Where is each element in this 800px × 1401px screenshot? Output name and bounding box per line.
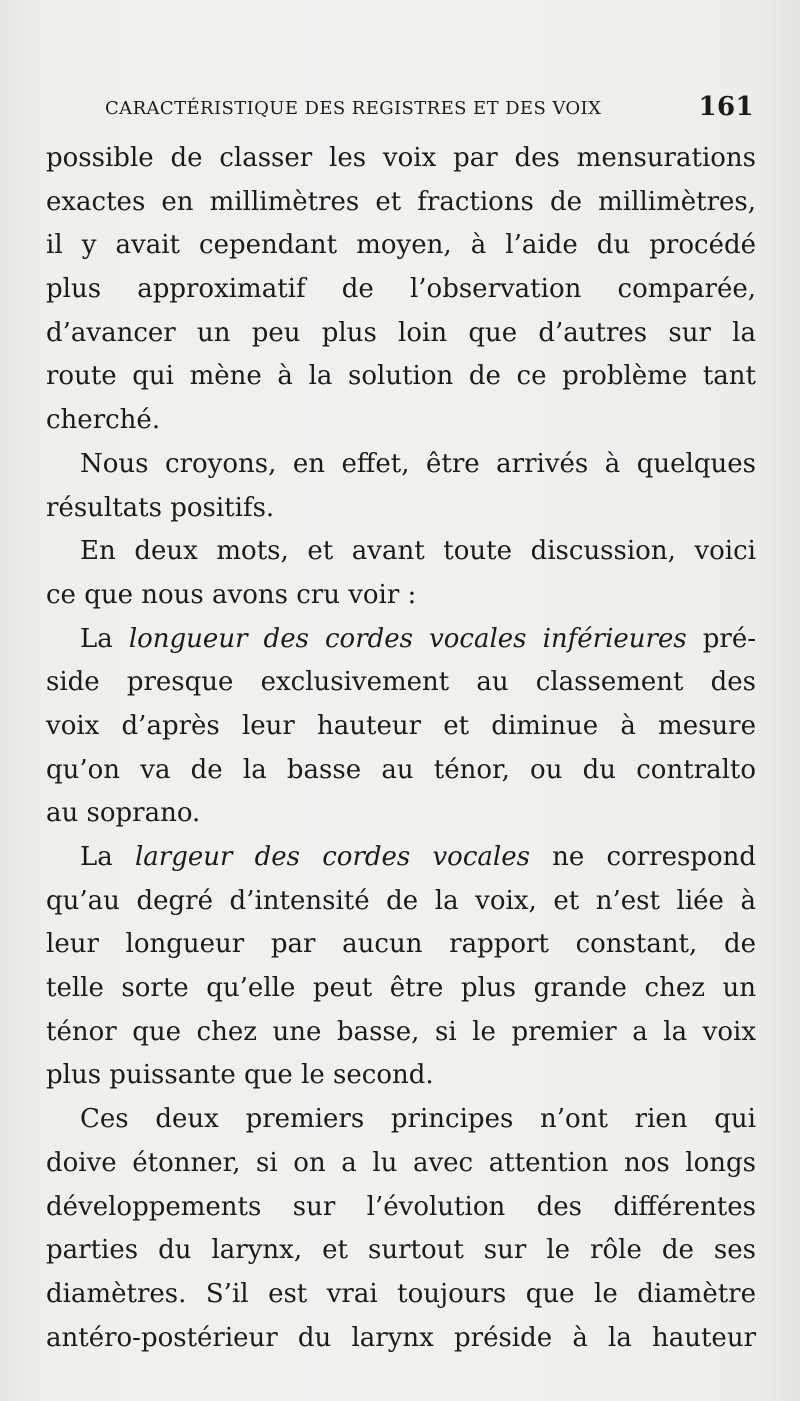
text-line: side presque exclusivement au classement des	[46, 667, 756, 698]
text-line	[46, 618, 756, 662]
text-line: leur longueur par aucun rapport constant, de	[46, 929, 756, 960]
text-line: il y avait cependant moyen, à l’aide du procédé	[46, 230, 756, 261]
running-head-title: CARACTÉRISTIQUE DES REGISTRES ET DES VOIX	[105, 98, 602, 119]
text-line: d’avancer un peu plus loin que d’autres sur la	[46, 317, 756, 348]
text-line: exactes en millimètres et fractions de millimètres,	[46, 186, 756, 217]
emphasis-text: largeur des cordes vocales	[134, 842, 530, 872]
text-line: doive étonner, si on a lu avec attention nos longs	[46, 1147, 756, 1178]
text-line: qu’on va de la basse au ténor, ou du contralto	[46, 754, 756, 785]
text-line: Nous croyons, en effet, être arrivés à quelques	[80, 448, 756, 479]
text-line: plus approximatif de l’observation comparée,	[46, 274, 756, 305]
text-line: qu’au degré d’intensité de la voix, et n’est liée à	[46, 885, 756, 916]
text-line: voix d’après leur hauteur et diminue à mesure	[46, 710, 756, 741]
running-head	[105, 92, 760, 124]
text-line: possible de classer les voix par des mensurations	[46, 143, 756, 173]
text-line: ténor que chez une basse, si le premier a la voix	[46, 1016, 756, 1047]
text-line: développements sur l’évolution des différentes	[46, 1191, 756, 1222]
emphasis-text: longueur des cordes vocales inférieures	[128, 623, 687, 654]
text-line: résultats positifs.	[46, 492, 275, 523]
text-line: plus puissante que le second.	[46, 1060, 434, 1091]
text-line: parties du larynx, et surtout sur le rôle de ses	[46, 1235, 756, 1266]
text-line	[46, 836, 756, 880]
body-text	[46, 137, 756, 1360]
text-line: cherché.	[46, 405, 161, 436]
text-run: pré-	[686, 623, 756, 654]
text-run: La	[80, 623, 129, 654]
text-line: antéro-postérieur du larynx préside à la hauteur	[46, 1322, 756, 1353]
text-run: ne correspond	[529, 842, 756, 872]
text-line: diamètres. S’il est vrai toujours que le diamètre	[46, 1278, 756, 1309]
text-line: ce que nous avons cru voir :	[46, 579, 417, 610]
text-line: telle sorte qu’elle peut être plus grande chez un	[46, 973, 756, 1004]
text-line: au soprano.	[46, 798, 201, 829]
page-number: 161	[698, 92, 754, 122]
text-line: En deux mots, et avant toute discussion, voici	[80, 536, 756, 567]
text-line: route qui mène à la solution de ce problème tant	[46, 361, 756, 392]
text-line: Ces deux premiers principes n’ont rien qui	[80, 1104, 756, 1135]
text-run: La	[80, 842, 135, 872]
